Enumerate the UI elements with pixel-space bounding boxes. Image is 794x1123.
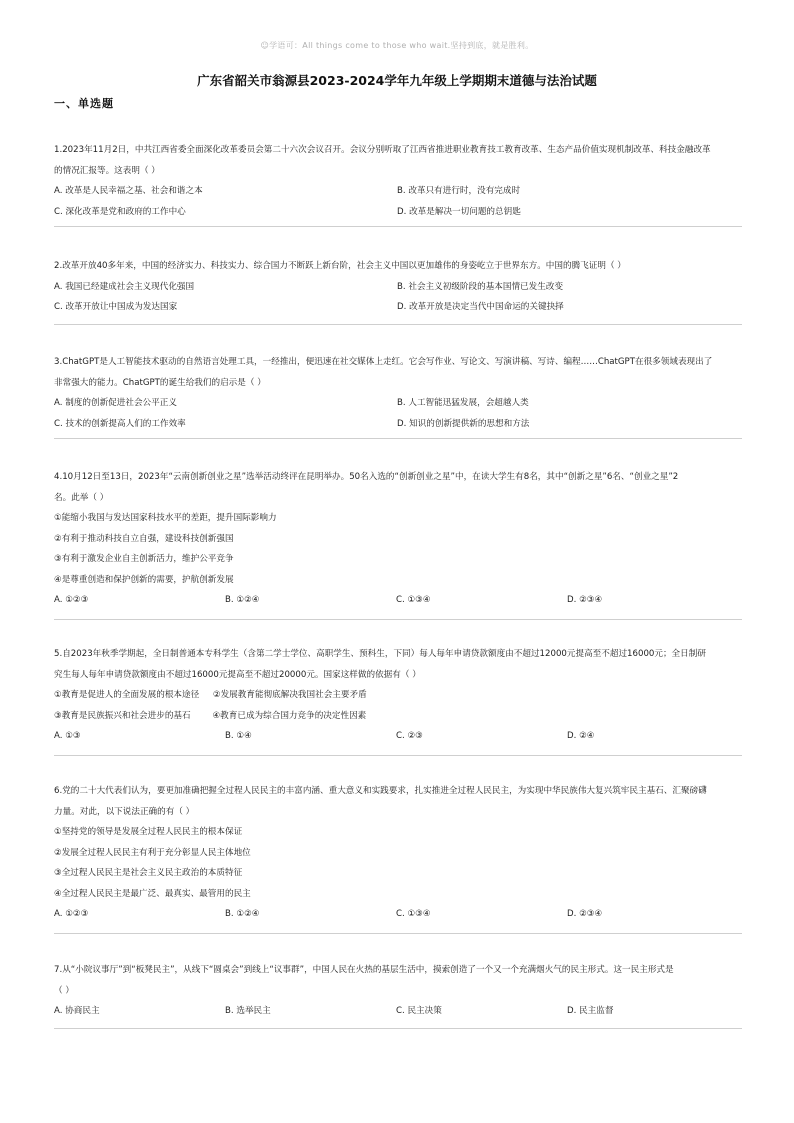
option-d[interactable]: D. 改革开放是决定当代中国命运的关键抉择 (397, 302, 564, 312)
statement-3-4: ③教育是民族振兴和社会进步的基石 ④教育已成为综合国力竞争的决定性因素 (54, 710, 367, 721)
option-b[interactable]: B. 改革只有进行时，没有完成时 (397, 186, 521, 196)
option-a[interactable]: A. ①②③ (54, 595, 89, 605)
option-a[interactable]: A. ①③ (54, 731, 81, 741)
question-stem-line: （ ） (54, 985, 74, 996)
question-stem-line: 的情况汇报等。这表明（ ） (54, 165, 160, 176)
statement-3: ③有利于激发企业自主创新活力，维护公平竞争 (54, 554, 234, 564)
option-d[interactable]: D. ②③④ (567, 909, 603, 919)
option-a[interactable]: A. 协商民主 (54, 1006, 100, 1016)
options (54, 393, 742, 434)
statement-2: ②发展全过程人民民主有利于充分彰显人民主体地位 (54, 847, 251, 858)
option-d[interactable]: D. ②③④ (567, 595, 603, 605)
question-stem-line: 力量。对此，以下说法正确的有（ ） (54, 806, 195, 817)
options (54, 181, 742, 222)
option-b[interactable]: B. ①②④ (225, 909, 260, 919)
option-d[interactable]: D. 改革是解决一切问题的总钥匙 (397, 206, 521, 217)
options (54, 590, 742, 611)
option-c[interactable]: C. 改革开放让中国成为发达国家 (54, 302, 178, 312)
question-2 (54, 256, 742, 325)
option-c[interactable]: C. 民主决策 (396, 1006, 442, 1016)
question-stem-line: 1.2023年11月2日，中共江西省委全面深化改革委员会第二十六次会议召开。会议分别听取了江西省推进职业教育技工教育改革、生态产品价值实现机制改革、科技金融改革 (54, 145, 711, 155)
page-title: 广东省韶关市翁源县2023-2024学年九年级上学期期末道德与法治试题 (197, 73, 597, 88)
option-c[interactable]: C. 深化改革是党和政府的工作中心 (54, 206, 186, 217)
statement-1-2: ①教育是促进人的全面发展的根本途径 ②发展教育能彻底解决我国社会主要矛盾 (54, 690, 367, 700)
question-stem-line: 7.从“小院议事厅”到“板凳民主”，从线下“圆桌会”到线上“议事群”，中国人民在火热的基层生活中，摸索创造了一个又一个充满烟火气的民主形式。这一民主形式是 (54, 965, 674, 975)
options (54, 904, 742, 925)
question-3 (54, 352, 742, 439)
question-stem-line: 非常强大的能力。ChatGPT的诞生给我们的启示是（ ） (54, 377, 266, 388)
option-b[interactable]: B. ①②④ (225, 595, 260, 605)
option-c[interactable]: C. ②③ (396, 731, 423, 741)
option-d[interactable]: D. 知识的创新提供新的思想和方法 (397, 418, 530, 429)
statement-1: ①能缩小我国与发达国家科技水平的差距，提升国际影响力 (54, 513, 277, 523)
option-a[interactable]: A. 制度的创新促进社会公平正义 (54, 398, 177, 408)
watermark-motto: ☺学语可：All things come to those who wait.坚持到底，就是胜利。 (260, 41, 534, 50)
option-b[interactable]: B. 社会主义初级阶段的基本国情已发生改变 (397, 281, 564, 292)
option-a[interactable]: A. ①②③ (54, 909, 89, 919)
option-c[interactable]: C. ①③④ (396, 595, 431, 605)
option-b[interactable]: B. ①④ (225, 731, 252, 741)
question-stem-line: 3.ChatGPT是人工智能技术驱动的自然语言处理工具，一经推出，便迅速在社交媒体上走红。它会写作业、写论文、写演讲稿、写诗、编程……ChatGPT在很多领域表现出了 (54, 357, 713, 367)
option-c[interactable]: C. ①③④ (396, 909, 431, 919)
option-b[interactable]: B. 选举民主 (225, 1006, 271, 1016)
statement-4: ④是尊重创造和保护创新的需要，护航创新发展 (54, 574, 234, 585)
question-stem-line: 2.改革开放40多年来，中国的经济实力、科技实力、综合国力不断跃上新台阶，社会主义中国以更加雄伟的身姿屹立于世界东方。中国的腾飞证明（ ） (54, 261, 626, 271)
question-6 (54, 781, 742, 934)
question-stem-line: 名。此举（ ） (54, 492, 109, 503)
option-d[interactable]: D. ②④ (567, 731, 595, 741)
question-5 (54, 644, 742, 756)
question-7 (54, 960, 742, 1029)
question-stem-line: 究生每人每年申请贷款额度由不超过16000元提高至不超过20000元。国家这样做的依据有（ ） (54, 669, 421, 680)
question-1 (54, 140, 742, 227)
statement-1: ①坚持党的领导是发展全过程人民民主的根本保证 (54, 827, 243, 837)
options (54, 277, 742, 318)
option-c[interactable]: C. 技术的创新提高人们的工作效率 (54, 418, 186, 429)
options (54, 1001, 742, 1022)
statement-3: ③全过程人民民主是社会主义民主政治的本质特征 (54, 868, 243, 878)
option-a[interactable]: A. 改革是人民幸福之基、社会和谐之本 (54, 186, 203, 196)
statement-2: ②有利于推动科技自立自强，建设科技创新强国 (54, 533, 234, 544)
option-d[interactable]: D. 民主监督 (567, 1006, 614, 1016)
question-stem-line: 6.党的二十大代表们认为，要更加准确把握全过程人民民主的丰富内涵、重大意义和实践要求，扎实推进全过程人民民主，为实现中华民族伟大复兴筑牢民主基石、汇聚磅礴 (54, 786, 707, 796)
option-b[interactable]: B. 人工智能迅猛发展，会超越人类 (397, 398, 529, 408)
option-a[interactable]: A. 我国已经建成社会主义现代化强国 (54, 281, 195, 292)
question-stem-line: 4.10月12日至13日，2023年“云南创新创业之星”选举活动终评在昆明举办。50名入选的“创新创业之星”中，在读大学生有8名，其中“创新之星”6名、“创业之星”2 (54, 472, 679, 482)
section-title: 一、单选题 (54, 97, 114, 110)
question-stem-line: 5.自2023年秋季学期起，全日制普通本专科学生（含第二学士学位、高职学生、预科生，下同）每人每年申请贷款额度由不超过12000元提高至不超过16000元；全日制研 (54, 649, 706, 659)
question-4 (54, 467, 742, 620)
statement-4: ④全过程人民民主是最广泛、最真实、最管用的民主 (54, 888, 251, 899)
options (54, 726, 742, 747)
